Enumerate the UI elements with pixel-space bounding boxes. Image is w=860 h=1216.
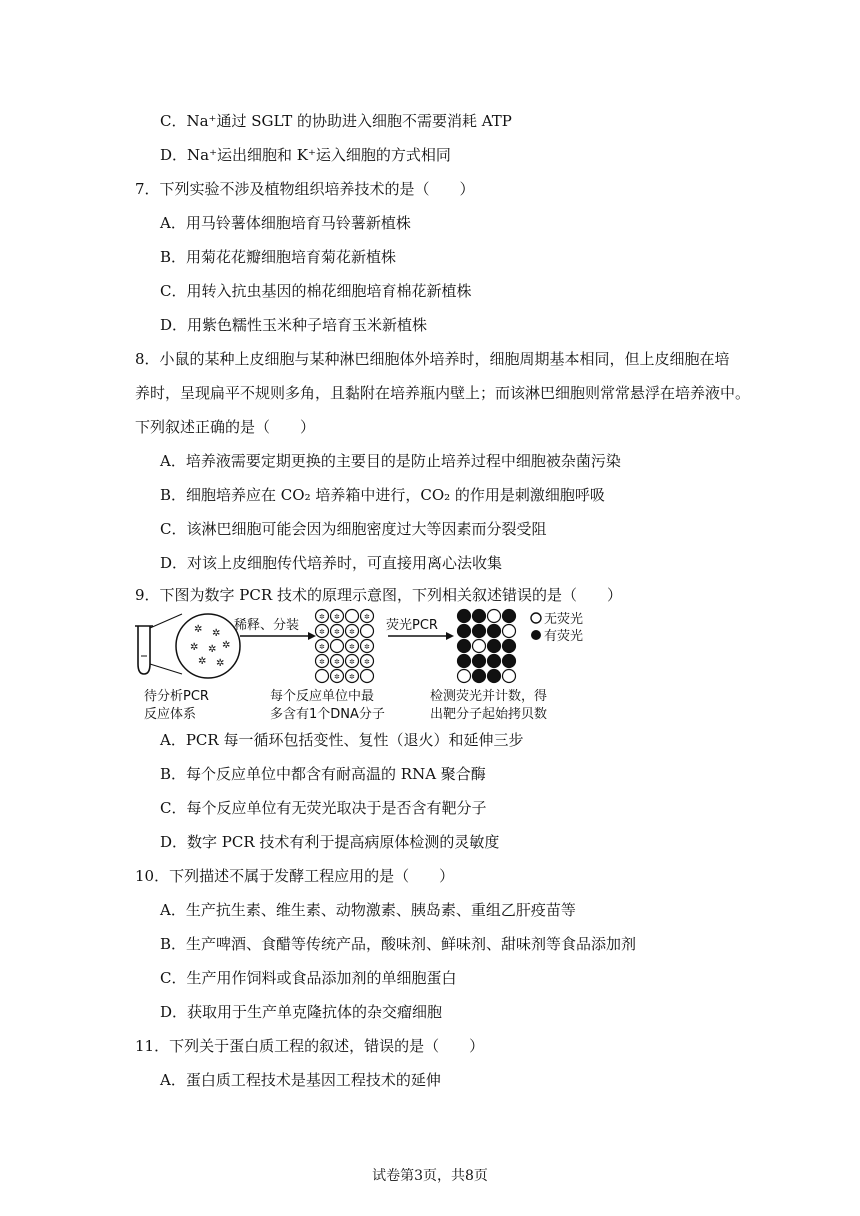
option-10a: A．生产抗生素、维生素、动物激素、胰岛素、重组乙肝疫苗等: [160, 901, 576, 919]
fluorescence-unit: [473, 610, 486, 623]
svg-text:✲: ✲: [194, 624, 203, 635]
option-10c: C．生产用作饲料或食品添加剂的单细胞蛋白: [160, 969, 457, 987]
reaction-unit-grid: [316, 610, 374, 683]
fluorescence-unit: [458, 640, 471, 653]
dna-molecule-mark: ✲: [334, 628, 340, 636]
option-8a: A．培养液需要定期更换的主要目的是防止培养过程中细胞被杂菌污染: [160, 452, 621, 470]
legend-yes-marker: [531, 630, 541, 640]
fluorescence-unit: [473, 670, 486, 683]
dna-molecule-mark: ✲: [364, 643, 370, 651]
dna-molecule-mark: ✲: [319, 643, 325, 651]
fluorescence-unit: [488, 670, 501, 683]
svg-text:✲: ✲: [216, 658, 225, 669]
reaction-unit: [346, 610, 359, 623]
option-7d: D．用紫色糯性玉米种子培育玉米新植株: [160, 316, 428, 334]
dna-molecule-mark: ✲: [334, 658, 340, 666]
option-9d: D．数字 PCR 技术有利于提高病原体检测的灵敏度: [160, 833, 500, 851]
caption-1a: 待分析PCR: [144, 689, 209, 704]
fluorescence-unit: [503, 625, 516, 638]
option-6d: D．Na⁺运出细胞和 K⁺运入细胞的方式相同: [160, 146, 451, 164]
option-9b: B．每个反应单位中都含有耐高温的 RNA 聚合酶: [160, 765, 486, 783]
dna-molecule-mark: ✲: [319, 613, 325, 621]
option-8b: B．细胞培养应在 CO₂ 培养箱中进行，CO₂ 的作用是刺激细胞呼吸: [160, 486, 605, 504]
fluorescence-unit: [503, 670, 516, 683]
fluorescence-unit: [503, 655, 516, 668]
fluorescence-unit: [488, 610, 501, 623]
svg-text:✲: ✲: [198, 656, 207, 667]
dna-molecule-mark: ✲: [364, 613, 370, 621]
page-footer: 试卷第3页，共8页: [372, 1168, 488, 1184]
fluorescence-unit: [458, 670, 471, 683]
svg-text:✲: ✲: [212, 628, 221, 639]
reaction-unit: [316, 670, 329, 683]
arrow1-label: 稀释、分装: [234, 618, 300, 633]
option-7b: B．用菊花花瓣细胞培育菊花新植株: [160, 248, 397, 266]
option-8c: C．该淋巴细胞可能会因为细胞密度过大等因素而分裂受阻: [160, 520, 547, 538]
svg-text:✲: ✲: [208, 644, 217, 655]
legend-yes-label: 有荧光: [544, 629, 584, 644]
reaction-mix-circle: [176, 614, 240, 678]
dna-molecule-mark: ✲: [334, 673, 340, 681]
option-7a: A．用马铃薯体细胞培育马铃薯新植株: [160, 214, 411, 232]
fluorescence-unit: [473, 640, 486, 653]
svg-text:✲: ✲: [190, 642, 199, 653]
fluorescence-unit: [473, 625, 486, 638]
fluorescence-unit: [488, 655, 501, 668]
option-9a: A．PCR 每一循环包括变性、复性（退火）和延伸三步: [160, 731, 524, 749]
fluorescence-grid: [458, 610, 516, 683]
dna-molecule-mark: ✲: [349, 673, 355, 681]
pcr-arrow: [386, 617, 454, 640]
test-tube-icon: [135, 626, 153, 674]
arrow2-label: 荧光PCR: [386, 618, 438, 633]
reaction-unit: [331, 640, 344, 653]
dna-molecule-mark: ✲: [349, 628, 355, 636]
dilute-arrow: [234, 617, 316, 640]
caption-1b: 反应体系: [144, 707, 197, 722]
legend-no-label: 无荧光: [544, 612, 584, 627]
option-6c: C．Na⁺通过 SGLT 的协助进入细胞不需要消耗 ATP: [160, 112, 512, 130]
fluorescence-unit: [458, 655, 471, 668]
legend: [531, 611, 583, 644]
option-10b: B．生产啤酒、食醋等传统产品，酸味剂、鲜味剂、甜味剂等食品添加剂: [160, 935, 637, 953]
dna-molecule-mark: ✲: [334, 613, 340, 621]
digital-pcr-figure: [130, 608, 600, 728]
question-7: 7．下列实验不涉及植物组织培养技术的是（ ）: [135, 180, 475, 198]
legend-no-marker: [531, 613, 541, 623]
dna-molecule-mark: ✲: [319, 658, 325, 666]
caption-2b: 多含有1个DNA分子: [270, 707, 385, 722]
reaction-unit: [361, 670, 374, 683]
fluorescence-unit: [458, 625, 471, 638]
question-8-line2: 养时，呈现扁平不规则多角，且黏附在培养瓶内壁上；而该淋巴细胞则常常悬浮在培养液中。: [135, 384, 751, 402]
fluorescence-unit: [503, 610, 516, 623]
option-10d: D．获取用于生产单克隆抗体的杂交瘤细胞: [160, 1003, 443, 1021]
fluorescence-unit: [458, 610, 471, 623]
option-11a: A．蛋白质工程技术是基因工程技术的延伸: [160, 1071, 441, 1089]
question-11: 11．下列关于蛋白质工程的叙述，错误的是（ ）: [135, 1037, 485, 1055]
svg-text:✲: ✲: [222, 640, 231, 651]
caption-2a: 每个反应单位中最: [270, 689, 375, 704]
question-9: 9．下图为数字 PCR 技术的原理示意图，下列相关叙述错误的是（ ）: [135, 586, 622, 604]
question-8-line3: 下列叙述正确的是（ ）: [135, 418, 316, 436]
caption-3a: 检测荧光并计数，得: [430, 689, 548, 704]
option-8d: D．对该上皮细胞传代培养时，可直接用离心法收集: [160, 554, 503, 572]
caption-3b: 出靶分子起始拷贝数: [430, 707, 548, 722]
dna-molecule-mark: ✲: [364, 658, 370, 666]
dna-molecule-mark: ✲: [349, 643, 355, 651]
question-8-line1: 8．小鼠的某种上皮细胞与某种淋巴细胞体外培养时，细胞周期基本相同，但上皮细胞在培: [135, 350, 730, 368]
question-10: 10．下列描述不属于发酵工程应用的是（ ）: [135, 867, 455, 885]
option-9c: C．每个反应单位有无荧光取决于是否含有靶分子: [160, 799, 487, 817]
reaction-unit: [361, 625, 374, 638]
dna-molecule-mark: ✲: [349, 658, 355, 666]
dna-molecule-mark: ✲: [319, 628, 325, 636]
fluorescence-unit: [488, 640, 501, 653]
fluorescence-unit: [503, 640, 516, 653]
fluorescence-unit: [473, 655, 486, 668]
fluorescence-unit: [488, 625, 501, 638]
option-7c: C．用转入抗虫基因的棉花细胞培育棉花新植株: [160, 282, 472, 300]
